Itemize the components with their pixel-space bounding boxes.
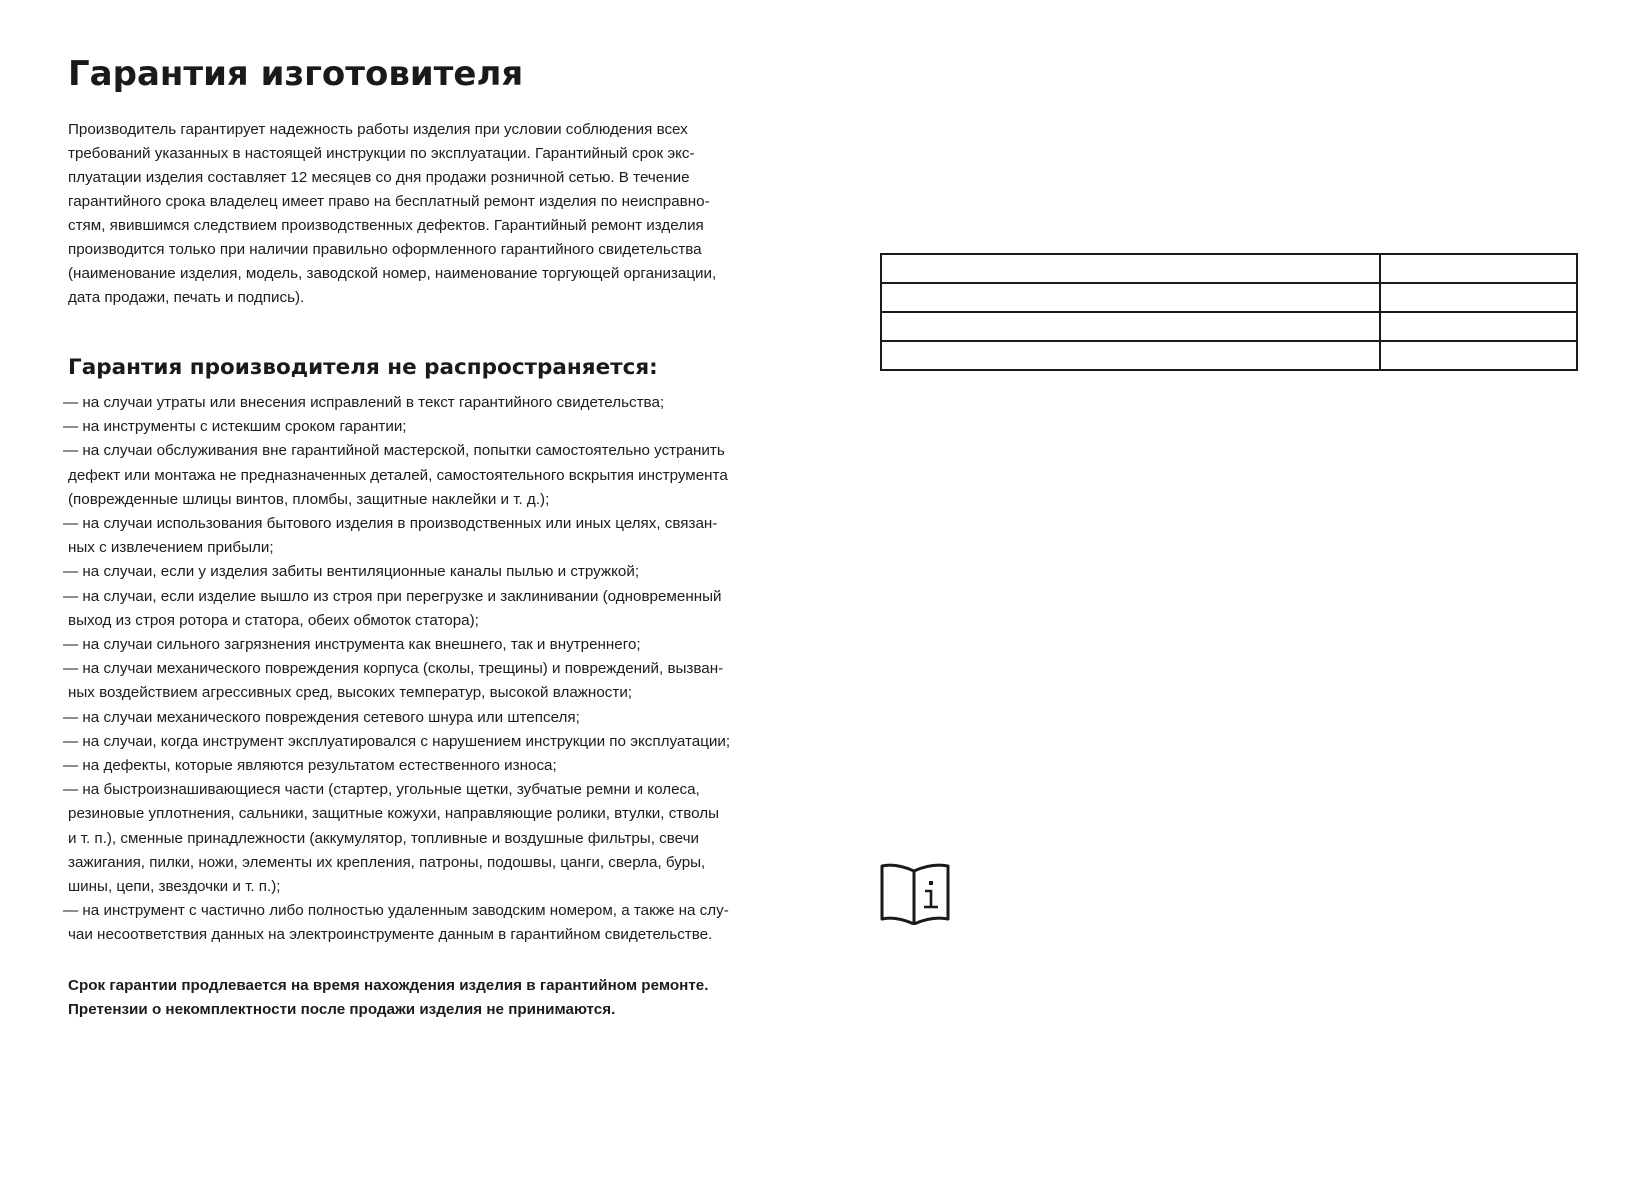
exclusion-item bbox=[63, 730, 768, 754]
table-cell bbox=[1380, 283, 1577, 312]
exclusion-item bbox=[63, 778, 768, 899]
exclusion-line: — на случаи механического повреждения сетевого шнура или штепселя; bbox=[63, 708, 580, 726]
exclusions-list bbox=[63, 391, 768, 948]
intro-line: (наименование изделия, модель, заводской номер, наименование торгующей организации, bbox=[68, 265, 717, 282]
exclusion-line: шины, цепи, звездочки и т. п.); bbox=[68, 878, 281, 896]
exclusion-line: — на быстроизнашивающиеся части (стартер, угольные щетки, зубчатые ремни и колеса, bbox=[63, 781, 700, 799]
exclusion-line: — на случаи механического повреждения корпуса (сколы, трещины) и повреждений, вызван- bbox=[63, 660, 724, 678]
exclusion-line: (поврежденные шлицы винтов, пломбы, защитные наклейки и т. д.); bbox=[68, 490, 550, 508]
warranty-stamp-table bbox=[880, 253, 1578, 371]
exclusion-item bbox=[63, 439, 768, 512]
closing-line: Претензии о некомплектности после продажи изделия не принимаются. bbox=[68, 1000, 616, 1018]
exclusion-line: резиновые уплотнения, сальники, защитные кожухи, направляющие ролики, втулки, стволы bbox=[68, 805, 720, 823]
exclusion-line: — на случаи обслуживания вне гарантийной мастерской, попытки самостоятельно устранить bbox=[63, 442, 725, 460]
intro-line: плуатации изделия составляет 12 месяцев со дня продажи розничной сетью. В течение bbox=[68, 169, 690, 186]
table-cell bbox=[881, 312, 1380, 341]
exclusion-item bbox=[63, 391, 768, 415]
exclusion-item bbox=[63, 754, 768, 778]
exclusion-line: ных воздействием агрессивных сред, высоких температур, высокой влажности; bbox=[68, 684, 633, 702]
exclusion-item bbox=[63, 657, 768, 705]
table-row bbox=[881, 341, 1577, 370]
exclusion-item bbox=[63, 899, 768, 947]
intro-line: стям, явившимся следствием производственных дефектов. Гарантийный ремонт изделия bbox=[68, 217, 704, 234]
exclusions-title: Гарантия производителя не распространяется: bbox=[68, 355, 658, 380]
exclusion-item bbox=[63, 633, 768, 657]
warranty-intro bbox=[68, 118, 768, 310]
table-cell bbox=[1380, 312, 1577, 341]
table-row bbox=[881, 312, 1577, 341]
exclusion-line: и т. п.), сменные принадлежности (аккумулятор, топливные и воздушные фильтры, свечи bbox=[68, 829, 699, 847]
exclusion-line: — на инструмент с частично либо полностью удаленным заводским номером, а также на слу- bbox=[63, 902, 729, 920]
table-row bbox=[881, 254, 1577, 283]
intro-line: дата продажи, печать и подпись). bbox=[68, 289, 305, 306]
exclusion-line: — на случаи утраты или внесения исправлений в текст гарантийного свидетельства; bbox=[63, 394, 665, 411]
exclusion-line: — на инструменты с истекшим сроком гарантии; bbox=[63, 418, 407, 436]
exclusion-line: чаи несоответствия данных на электроинструменте данным в гарантийном свидетельстве. bbox=[68, 926, 713, 944]
table-row bbox=[881, 283, 1577, 312]
exclusion-item bbox=[63, 512, 768, 560]
manual-info-icon bbox=[879, 863, 951, 925]
exclusion-line: — на случаи использования бытового изделия в производственных или иных целях, связан- bbox=[63, 515, 718, 533]
table-cell bbox=[1380, 341, 1577, 370]
info-stem bbox=[924, 891, 938, 907]
exclusion-item bbox=[63, 560, 768, 584]
intro-line: гарантийного срока владелец имеет право на бесплатный ремонт изделия по неисправно- bbox=[68, 193, 710, 210]
exclusion-item bbox=[63, 585, 768, 633]
exclusion-line: выход из строя ротора и статора, обеих обмоток статора); bbox=[68, 611, 479, 629]
exclusion-line: — на случаи, если изделие вышло из строя при перегрузке и заклинивании (одновременный bbox=[63, 587, 722, 605]
warranty-text-column bbox=[63, 52, 768, 1022]
table-cell bbox=[881, 341, 1380, 370]
intro-line: производится только при наличии правильно оформленного гарантийного свидетельства bbox=[68, 241, 702, 258]
page-title: Гарантия изготовителя bbox=[68, 54, 524, 94]
exclusion-line: — на случаи сильного загрязнения инструмента как внешнего, так и внутреннего; bbox=[63, 636, 641, 654]
intro-line: требований указанных в настоящей инструкции по эксплуатации. Гарантийный срок экс- bbox=[68, 145, 695, 162]
intro-line: Производитель гарантирует надежность работы изделия при условии соблюдения всех bbox=[68, 121, 688, 138]
closing-line: Срок гарантии продлевается на время нахождения изделия в гарантийном ремонте. bbox=[68, 976, 709, 994]
info-dot bbox=[929, 881, 933, 885]
exclusion-item bbox=[63, 706, 768, 730]
table-cell bbox=[1380, 254, 1577, 283]
exclusion-line: ных с извлечением прибыли; bbox=[68, 539, 274, 557]
exclusion-item bbox=[63, 415, 768, 439]
exclusion-line: дефект или монтажа не предназначенных деталей, самостоятельного вскрытия инструмента bbox=[68, 466, 728, 484]
table-cell bbox=[881, 283, 1380, 312]
exclusion-line: — на дефекты, которые являются результатом естественного износа; bbox=[63, 757, 557, 775]
exclusion-line: — на случаи, если у изделия забиты вентиляционные каналы пылью и стружкой; bbox=[63, 563, 640, 581]
table-cell bbox=[881, 254, 1380, 283]
warranty-closing-notes bbox=[68, 974, 768, 1022]
exclusion-line: зажигания, пилки, ножи, элементы их крепления, патроны, подошвы, цанги, сверла, буры, bbox=[68, 853, 706, 871]
exclusion-line: — на случаи, когда инструмент эксплуатировался с нарушением инструкции по эксплуатации; bbox=[63, 732, 731, 750]
